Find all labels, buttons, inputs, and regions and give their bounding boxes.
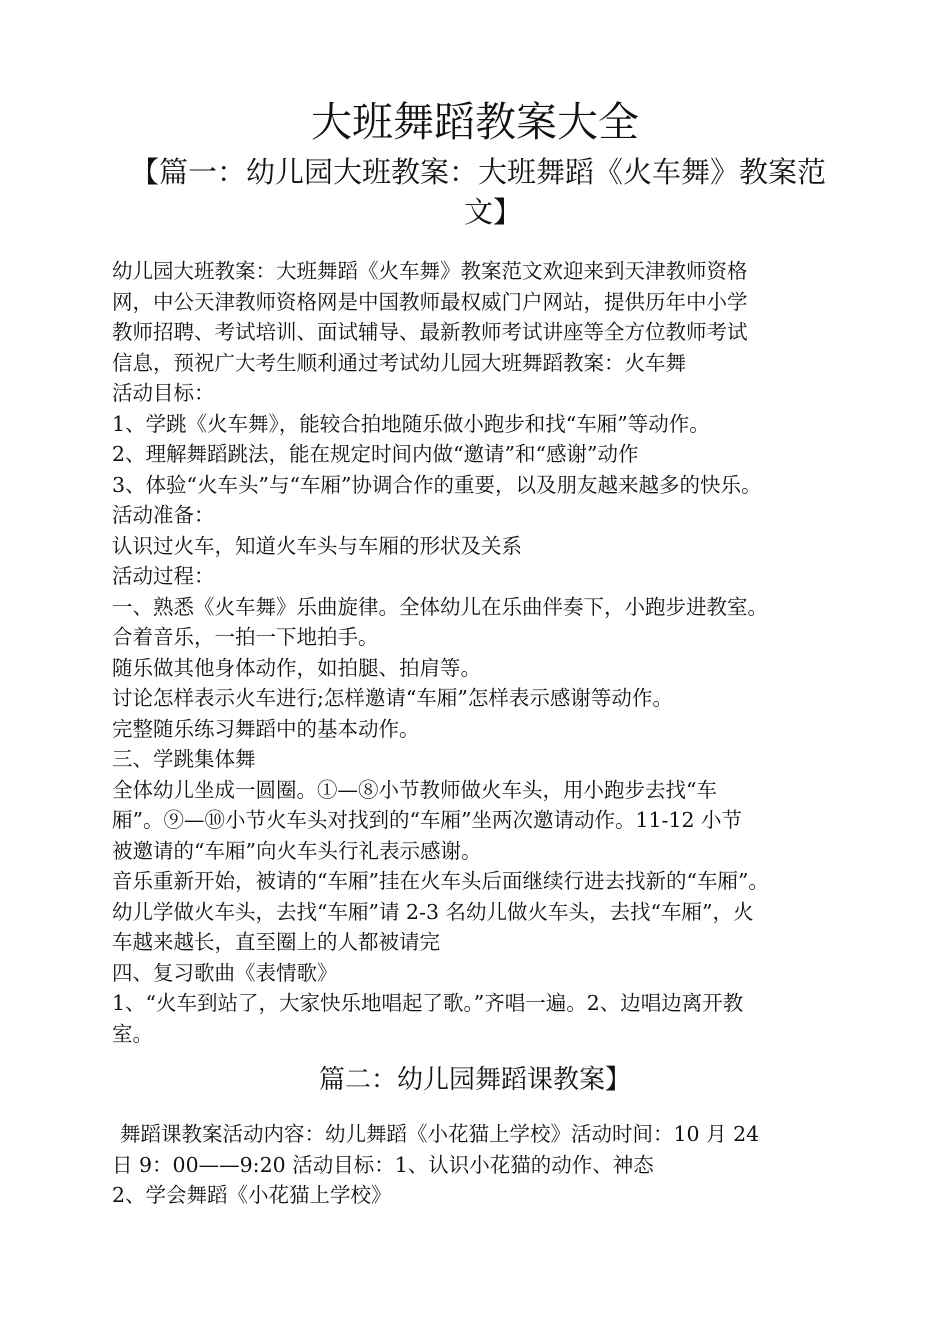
text-line: 1、学跳《火车舞》，能较合拍地随乐做小跑步和找“车厢”等动作。 [112, 411, 710, 436]
text-line: 全体幼儿坐成一圆圈。①—⑧小节教师做火车头，用小跑步去找“车 [112, 777, 717, 802]
text-line: 活动过程： [112, 564, 215, 588]
text-line: 3、体验“火车头”与“车厢”协调合作的重要，以及朋友越来越多的快乐。 [112, 472, 762, 497]
text-line: 幼儿学做火车头，去找“车厢”请 2-3 名幼儿做火车头，去找“车厢”，火 [112, 899, 754, 924]
text-line: 合着音乐，一拍一下地拍手。 [112, 625, 379, 649]
text-line: 讨论怎样表示火车进行;怎样邀请“车厢”怎样表示感谢等动作。 [112, 686, 673, 710]
document-title: 大班舞蹈教案大全 [311, 98, 639, 146]
text-line: 完整随乐练习舞蹈中的基本动作。 [112, 716, 420, 741]
section1-heading-line1: 【篇一：幼儿园大班教案：大班舞蹈《火车舞》教案范 [129, 155, 826, 189]
text-line: 幼儿园大班教案：大班舞蹈《火车舞》教案范文欢迎来到天津教师资格 [112, 259, 748, 283]
text-line: 教师招聘、考试培训、面试辅导、最新教师考试讲座等全方位教师考试 [112, 320, 748, 344]
text-line: 一、熟悉《火车舞》乐曲旋律。全体幼儿在乐曲伴奏下，小跑步进教室。 [112, 594, 768, 619]
section1-heading-line2: 文】 [463, 195, 522, 229]
text-line: 车越来越长，直至圈上的人都被请完 [112, 930, 440, 954]
text-line: 三、学跳集体舞 [112, 747, 256, 771]
text-line: 1、“火车到站了，大家快乐地唱起了歌。”齐唱一遍。2、边唱边离开教 [112, 991, 744, 1015]
text-line: 音乐重新开始，被请的“车厢”挂在火车头后面继续行进去找新的“车厢”。 [112, 869, 769, 893]
text-line: 四、复习歌曲《表情歌》 [112, 960, 338, 985]
section1-heading [118, 152, 838, 232]
section2-body [112, 1119, 852, 1211]
text-line: 2、理解舞蹈跳法，能在规定时间内做“邀请”和“感谢”动作 [112, 442, 639, 466]
text-line: 2、学会舞蹈《小花猫上学校》 [112, 1183, 392, 1207]
text-line: 日 9：00——9:20 活动目标：1、认识小花猫的动作、神态 [112, 1152, 654, 1177]
text-line: 信息，预祝广大考生顺利通过考试幼儿园大班舞蹈教案：火车舞 [112, 350, 686, 375]
section2-heading: 篇二：幼儿园舞蹈课教案】 [318, 1065, 631, 1095]
text-line: 舞蹈课教案活动内容：幼儿舞蹈《小花猫上学校》活动时间：10 月 24 [120, 1122, 760, 1146]
text-line: 被邀请的“车厢”向火车头行礼表示感谢。 [112, 838, 482, 863]
text-line: 网，中公天津教师资格网是中国教师最权威门户网站，提供历年中小学 [112, 289, 748, 314]
text-line: 活动准备： [112, 503, 215, 527]
text-line: 活动目标： [112, 381, 215, 405]
text-line: 室。 [112, 1021, 153, 1046]
text-line: 认识过火车，知道火车头与车厢的形状及关系 [112, 533, 522, 558]
text-line: 厢”。⑨—⑩小节火车头对找到的“车厢”坐两次邀请动作。11-12 小节 [112, 808, 743, 832]
text-line: 随乐做其他身体动作，如拍腿、拍肩等。 [112, 655, 481, 680]
section1-body [112, 256, 852, 1049]
